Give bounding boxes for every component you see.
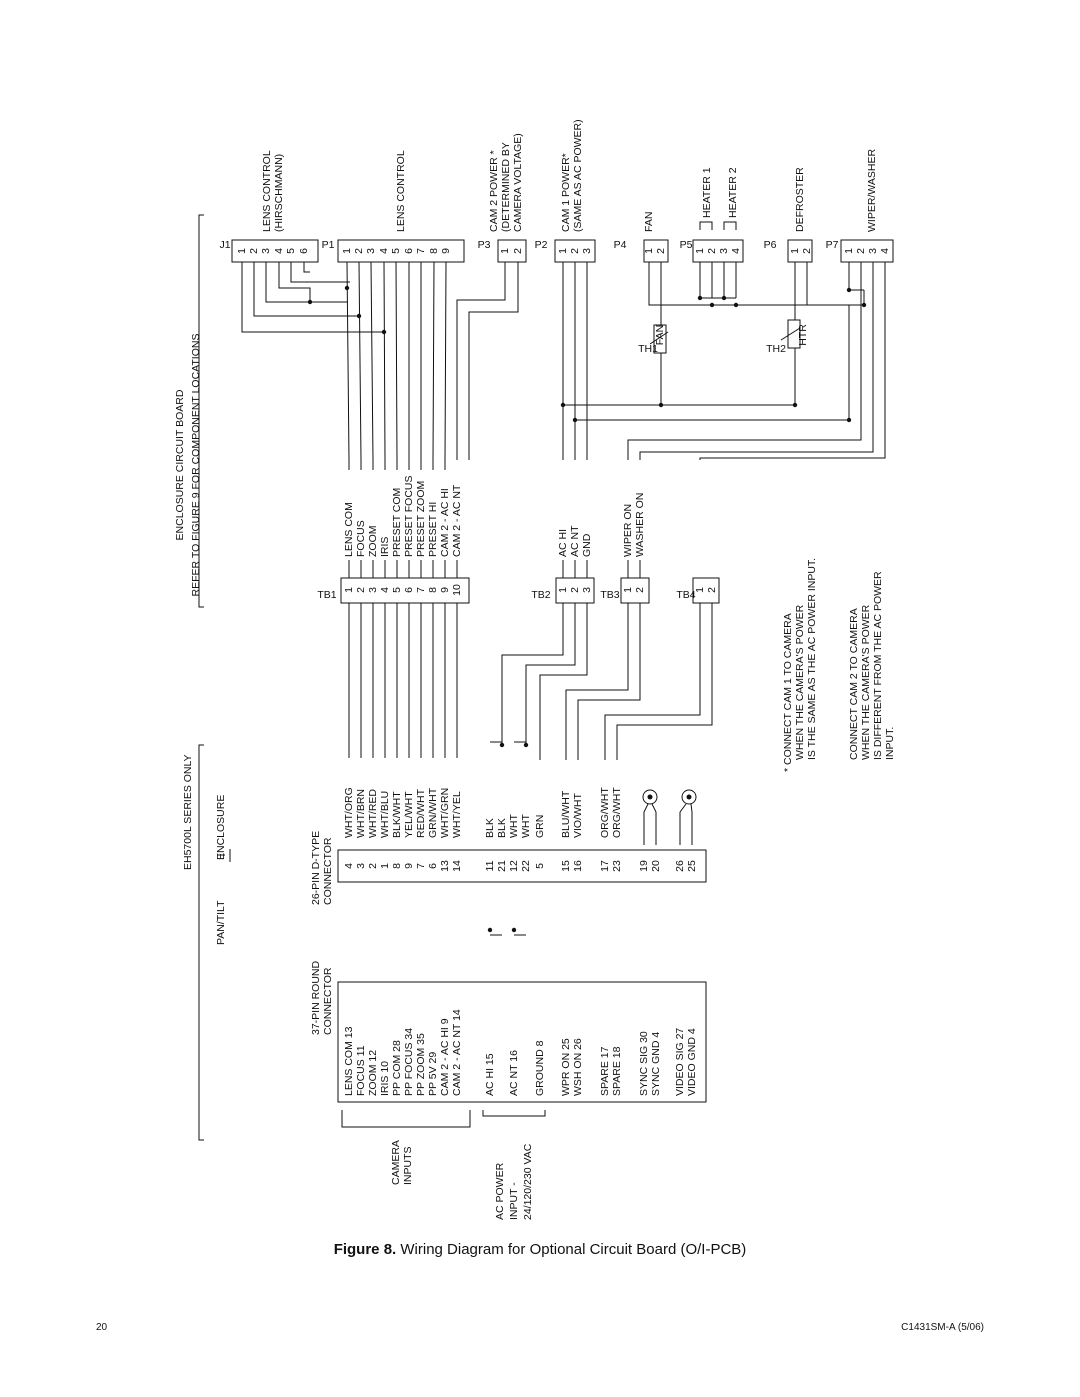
wire (526, 603, 575, 745)
series-title: EH5700L SERIES ONLY (181, 754, 194, 870)
p4-pin: 1 (642, 248, 655, 254)
j1-label: LENS CONTROL (260, 150, 273, 232)
wire (700, 262, 885, 460)
wire-color-label: WHT/BLU (378, 790, 391, 838)
p1-label: LENS CONTROL (394, 150, 407, 232)
wire (644, 804, 648, 812)
enclosure-label: ENCLOSURE (214, 794, 227, 860)
wiper-input-label: WPR ON 25 (559, 1038, 572, 1096)
camera-input-label: PP FOCUS 34 (402, 1027, 415, 1096)
dtype-pin: 14 (450, 860, 463, 872)
dtype-pin: 6 (426, 863, 439, 869)
enclosure-title: ENCLOSURE CIRCUIT BOARD (173, 389, 186, 541)
dtype-pin: 22 (519, 860, 532, 872)
coax-center-icon (648, 795, 653, 800)
wire (347, 262, 349, 460)
th1-label: TH1 (638, 343, 658, 355)
junction-dot (847, 418, 851, 422)
p1-pin: 6 (402, 248, 415, 254)
p3-label: (DETERMINED BY (499, 142, 512, 232)
camera-input-label: CAM 2 - AC NT 14 (450, 1009, 463, 1096)
note-text: INPUT. (883, 726, 896, 760)
camera-inputs-label: INPUTS (401, 1146, 414, 1185)
dtype-connector-label: CONNECTOR (321, 837, 334, 905)
camera-input-label: ZOOM 12 (366, 1049, 379, 1096)
p3-label: CAMERA VOLTAGE) (511, 133, 524, 232)
dtype-connector-label: 26-PIN D-TYPE (309, 830, 322, 905)
wire (724, 222, 736, 230)
p1-pin: 9 (439, 248, 452, 254)
terminal-p3: P3 (477, 239, 491, 251)
note-text: * CONNECT CAM 1 TO CAMERA (781, 613, 794, 772)
wire (445, 262, 446, 460)
wire-color-label: VIO/WHT (571, 793, 584, 838)
dtype-pin: 21 (495, 860, 508, 872)
camera-input-label: PP COM 28 (390, 1040, 403, 1096)
wire (396, 262, 397, 460)
camera-inputs-label: CAMERA (389, 1140, 402, 1185)
tb2-pin: 3 (580, 587, 593, 593)
p7-pin: 4 (878, 248, 891, 254)
round-connector-label: 37-PIN ROUND (309, 960, 322, 1035)
tb1-pin: 7 (414, 587, 427, 593)
p1-pin: 4 (377, 248, 390, 254)
sync-input-label: SYNC SIG 30 (637, 1031, 650, 1096)
tb3-label: WASHER ON (633, 492, 646, 557)
tb3-label: WIPER ON (621, 503, 634, 557)
p5-pin: 3 (717, 248, 730, 254)
wire (304, 262, 310, 272)
p2-label: (SAME AS AC POWER) (571, 119, 584, 232)
camera-input-label: CAM 2 - AC HI 9 (438, 1018, 451, 1096)
wire (291, 262, 350, 282)
tb1-label: ZOOM (366, 525, 379, 557)
p1-pin: 7 (414, 248, 427, 254)
wire-color-label: WHT/BRN (354, 789, 367, 838)
wire-color-label: ORG/WHT (598, 787, 611, 838)
wire (254, 262, 359, 316)
wire-color-label: WHT/ORG (342, 787, 355, 838)
p6-pin: 1 (788, 248, 801, 254)
wire-color-label: BLU/WHT (559, 790, 572, 838)
heater-2-label: HEATER 2 (726, 167, 739, 218)
note-text: WHEN THE CAMERA'S POWER (859, 604, 872, 760)
terminal-p5: P5 (679, 239, 693, 251)
wire (617, 603, 712, 760)
p3-pin: 1 (498, 248, 511, 254)
wire (342, 1110, 470, 1127)
tb1-pin: 5 (390, 587, 403, 593)
spare-input-label: SPARE 17 (598, 1046, 611, 1096)
p1-pin: 3 (364, 248, 377, 254)
wire-color-label: BLK (483, 818, 496, 838)
terminal-p2: P2 (534, 239, 548, 251)
tb1-label: CAM 2 - AC HI (438, 488, 451, 557)
junction-dot (345, 286, 349, 290)
wire-color-label: YEL/WHT (402, 791, 415, 838)
video-input-label: VIDEO SIG 27 (673, 1027, 686, 1096)
tb1-label: PRESET ZOOM (414, 480, 427, 557)
wire (359, 262, 361, 460)
tb3-pin: 1 (621, 587, 634, 593)
terminal-j1: J1 (219, 239, 231, 251)
tb4-pin: 1 (693, 587, 706, 593)
p1-pin: 8 (427, 248, 440, 254)
tb1-pin: 8 (426, 587, 439, 593)
tb2-pin: 1 (556, 587, 569, 593)
junction-dot (722, 296, 726, 300)
camera-input-label: LENS COM 13 (342, 1026, 355, 1096)
th1-fan-label: FAN (653, 324, 666, 346)
tb4-pin: 2 (705, 587, 718, 593)
document-number: C1431SM-A (5/06) (901, 1322, 984, 1333)
tb1-pin: 4 (378, 587, 391, 593)
p5-pin: 1 (693, 248, 706, 254)
dtype-pin: 17 (598, 860, 611, 872)
tb1-label: CAM 2 - AC NT (450, 484, 463, 557)
junction-dot (734, 303, 738, 307)
junction-dot (710, 303, 714, 307)
p2-label: CAM 1 POWER* (559, 153, 572, 232)
p3-label: CAM 2 POWER * (487, 150, 500, 232)
junction-dot (382, 330, 386, 334)
wire-color-label: ORG/WHT (610, 787, 623, 838)
wire (691, 804, 692, 812)
p4-pin: 2 (654, 248, 667, 254)
wire (649, 262, 864, 305)
terminal-p1: P1 (321, 239, 335, 251)
junction-dot (847, 288, 851, 292)
junction-dot (698, 296, 702, 300)
wire (469, 262, 518, 460)
terminal-tb2: TB2 (531, 589, 551, 601)
dtype-pin: 1 (378, 863, 391, 869)
ac-power-label: INPUT - (507, 1182, 520, 1220)
junction-dot (357, 314, 361, 318)
junction-dot (793, 403, 797, 407)
note-text: WHEN THE CAMERA'S POWER (793, 604, 806, 760)
note-text: IS DIFFERENT FROM THE AC POWER (871, 571, 884, 760)
power-input-label: AC HI 15 (483, 1053, 496, 1096)
wire (628, 262, 861, 460)
heater-1-label: HEATER 1 (700, 167, 713, 218)
tb1-label: IRIS (378, 536, 391, 557)
terminal-p7: P7 (825, 239, 839, 251)
p6-pin: 2 (800, 248, 813, 254)
j1-pin: 3 (259, 248, 272, 254)
wire (457, 262, 505, 460)
wire (384, 262, 385, 460)
dtype-pin: 20 (649, 860, 662, 872)
p7-label: WIPER/WASHER (865, 148, 878, 232)
junction-dot (862, 303, 866, 307)
pan-tilt-label: PAN/TILT (214, 900, 227, 945)
junction-dot (308, 300, 312, 304)
wire-color-label: WHT/GRN (438, 787, 451, 838)
tb1-pin: 6 (402, 587, 415, 593)
wire-color-label: GRN (533, 814, 546, 838)
camera-input-label: PP ZOOM 35 (414, 1033, 427, 1096)
wire (242, 262, 384, 332)
power-input-label: AC NT 16 (507, 1050, 520, 1096)
camera-input-label: PP 5V 29 (426, 1051, 439, 1096)
p2-pin: 1 (556, 248, 569, 254)
coax-center-icon (687, 795, 692, 800)
wire-color-label: GRN/WHT (426, 787, 439, 838)
j1-label: (HIRSCHMANN) (272, 153, 285, 232)
wire (433, 262, 434, 460)
dtype-pin: 4 (342, 863, 355, 869)
junction-dot (524, 743, 528, 747)
wire-color-label: WHT/YEL (450, 791, 463, 838)
j1-pin: 1 (235, 248, 248, 254)
th2-htr-label: HTR (796, 324, 809, 346)
p6-label: DEFROSTER (793, 167, 806, 232)
power-input-label: GROUND 8 (533, 1040, 546, 1096)
tb3-pin: 2 (633, 587, 646, 593)
p7-pin: 2 (854, 248, 867, 254)
wire-color-label: WHT (519, 814, 532, 838)
note-text: CONNECT CAM 2 TO CAMERA (847, 608, 860, 760)
j1-pin: 6 (297, 248, 310, 254)
figure-caption (0, 1241, 1080, 1258)
dtype-pin: 23 (610, 860, 623, 872)
tb1-label: PRESET COM (390, 487, 403, 557)
dtype-pin: 15 (559, 860, 572, 872)
wire-color-label: BLK/WHT (390, 791, 403, 838)
dtype-pin: 16 (571, 860, 584, 872)
dtype-pin: 13 (438, 860, 451, 872)
tb1-pin: 10 (450, 584, 463, 596)
dtype-pin: 25 (685, 860, 698, 872)
wire (700, 222, 712, 230)
junction-dot (512, 928, 516, 932)
tb2-label: GND (580, 533, 593, 557)
dtype-pin: 9 (402, 863, 415, 869)
tb1-pin: 1 (342, 587, 355, 593)
p7-pin: 3 (866, 248, 879, 254)
wire (605, 603, 700, 760)
wire-color-label: BLK (495, 818, 508, 838)
j1-pin: 5 (284, 248, 297, 254)
wire-color-label: WHT/RED (366, 789, 379, 838)
wire (563, 262, 795, 405)
figure-label: Figure 8. (333, 1241, 397, 1258)
sync-input-label: SYNC GND 4 (649, 1031, 662, 1096)
p2-pin: 3 (580, 248, 593, 254)
ac-power-label: AC POWER (493, 1162, 506, 1220)
labels (174, 119, 896, 1220)
camera-input-label: FOCUS 11 (354, 1045, 367, 1096)
p1-pin: 5 (389, 248, 402, 254)
th2-label: TH2 (766, 343, 786, 355)
wire (640, 262, 873, 460)
p4-label: FAN (642, 211, 655, 232)
wire (652, 804, 656, 812)
tb2-pin: 2 (568, 587, 581, 593)
junction-dot (659, 403, 663, 407)
junction-dot (488, 928, 492, 932)
p3-pin: 2 (511, 248, 524, 254)
terminal-p6: P6 (763, 239, 777, 251)
tb1-pin: 9 (438, 587, 451, 593)
junction-dot (573, 418, 577, 422)
dtype-pin: 12 (507, 860, 520, 872)
tb2-label: AC HI (556, 528, 569, 557)
dtype-pin: 11 (483, 860, 496, 872)
enclosure-reference: REFER TO FIGURE 9 FOR COMPONENT LOCATIONS (189, 333, 202, 597)
p1-pin: 1 (340, 248, 353, 254)
video-input-label: VIDEO GND 4 (685, 1028, 698, 1096)
wire (680, 804, 686, 812)
round-connector-label: CONNECTOR (321, 967, 334, 1035)
note-text: IS THE SAME AS THE AC POWER INPUT. (805, 557, 818, 760)
dtype-pin: 7 (414, 863, 427, 869)
junction-dot (500, 743, 504, 747)
tb1-pin: 3 (366, 587, 379, 593)
page-number: 20 (96, 1322, 108, 1333)
terminal-tb4: TB4 (676, 589, 696, 601)
tb2-label: AC NT (568, 525, 581, 557)
junction-dot (561, 403, 565, 407)
dtype-pin: 26 (673, 860, 686, 872)
tb1-label: PRESET FOCUS (402, 475, 415, 557)
dtype-pin: 5 (533, 863, 546, 869)
p2-pin: 2 (568, 248, 581, 254)
j1-pin: 2 (247, 248, 260, 254)
wire-color-label: WHT (507, 814, 520, 838)
dtype-pin: 8 (390, 863, 403, 869)
p7-pin: 1 (842, 248, 855, 254)
terminal-tb3: TB3 (600, 589, 620, 601)
wiper-input-label: WSH ON 26 (571, 1038, 584, 1096)
terminal-tb1: TB1 (317, 589, 337, 601)
p5-pin: 2 (705, 248, 718, 254)
wire (371, 262, 373, 460)
ac-power-label: 24/120/230 VAC (521, 1143, 534, 1220)
p1-pin: 2 (352, 248, 365, 254)
wire (483, 1110, 545, 1116)
camera-input-label: IRIS 10 (378, 1060, 391, 1096)
tb1-label: FOCUS (354, 520, 367, 557)
figure-title: Wiring Diagram for Optional Circuit Board (O/I-PCB) (396, 1241, 747, 1258)
terminal-p4: P4 (613, 239, 627, 251)
wire (502, 603, 563, 745)
tb1-label: PRESET HI (426, 501, 439, 557)
p5-pin: 4 (729, 248, 742, 254)
tb1-pin: 2 (354, 587, 367, 593)
wire-color-label: RED/WHT (414, 789, 427, 838)
spare-input-label: SPARE 18 (610, 1046, 623, 1096)
tb1-label: LENS COM (342, 502, 355, 557)
dtype-pin: 19 (637, 860, 650, 872)
j1-pin: 4 (272, 248, 285, 254)
dtype-pin: 2 (366, 863, 379, 869)
dtype-pin: 3 (354, 863, 367, 869)
wire (199, 745, 204, 1140)
